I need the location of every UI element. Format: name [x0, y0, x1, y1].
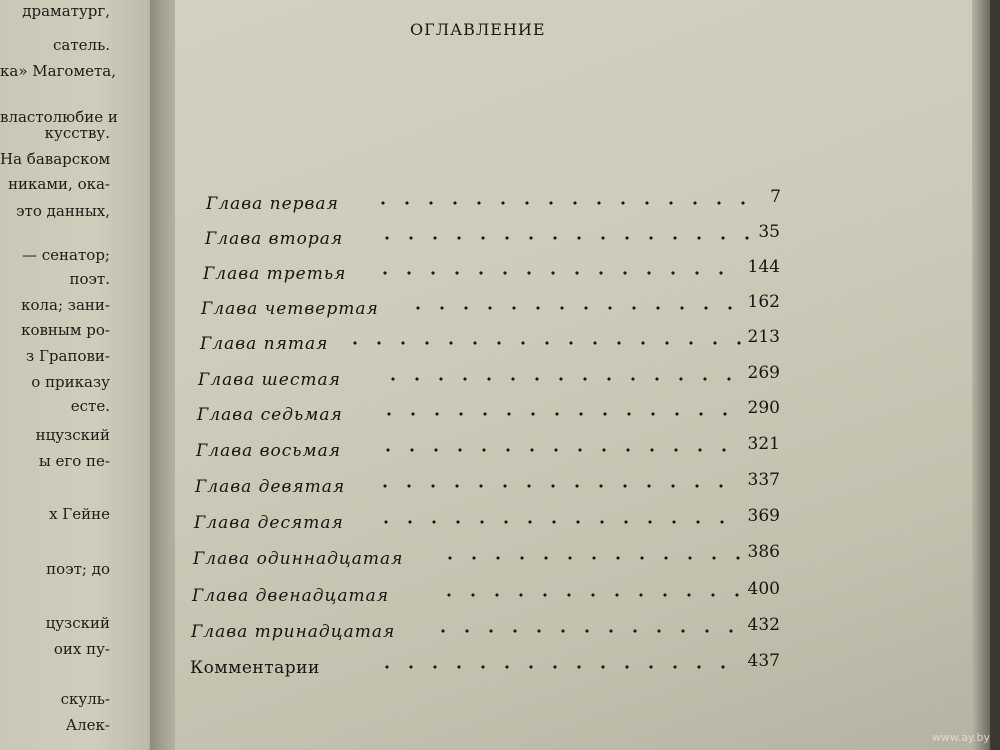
- leader-dots: [437, 593, 741, 597]
- left-page-line: На баварском: [0, 150, 111, 168]
- left-page-line: Алек-: [65, 716, 110, 734]
- toc-entry-label: Комментарии: [190, 658, 320, 678]
- leader-dots: [438, 556, 741, 560]
- left-page-line: драматург,: [22, 2, 110, 20]
- left-page-line: о приказу: [31, 373, 110, 391]
- left-page-line: кусству.: [44, 124, 110, 142]
- left-page-line: скуль-: [60, 690, 110, 708]
- toc-entry-page: 400: [747, 579, 780, 599]
- toc-entry-page: 162: [747, 292, 780, 312]
- left-page-line: поэт; до: [46, 560, 110, 578]
- left-page-line: ка» Магомета,: [0, 62, 117, 80]
- left-page-line: властолюбие и: [0, 108, 118, 126]
- leader-dots: [376, 448, 741, 452]
- toc-entry-label: Глава одиннадцатая: [193, 549, 404, 569]
- left-page-line: ковным ро-: [21, 321, 110, 339]
- toc-entry-label: Глава третья: [203, 264, 347, 284]
- left-page-line: никами, ока-: [8, 175, 110, 193]
- site-watermark: www.ay.by: [931, 731, 990, 744]
- left-page-line: х Гейне: [49, 505, 110, 523]
- toc-entry-label: Глава девятая: [195, 477, 346, 497]
- toc-entry-page: 337: [747, 470, 780, 490]
- toc-entry-label: Глава двенадцатая: [192, 586, 389, 606]
- previous-page: [0, 0, 160, 750]
- left-page-line: это данных,: [16, 202, 110, 220]
- leader-dots: [406, 306, 741, 310]
- leader-dots: [381, 377, 741, 381]
- leader-dots: [375, 236, 751, 240]
- toc-entry-page: 35: [758, 222, 780, 242]
- toc-entry-label: Глава шестая: [198, 370, 341, 390]
- toc-entry-label: Глава четвертая: [201, 299, 379, 319]
- leader-dots: [375, 665, 741, 669]
- left-page-line: з Грапови-: [26, 347, 110, 365]
- left-page-line: есте.: [70, 397, 110, 415]
- left-page-line: поэт.: [69, 270, 110, 288]
- toc-entry-label: Глава первая: [206, 194, 339, 214]
- toc-entry-page: 386: [747, 542, 780, 562]
- toc-entry-page: 213: [747, 327, 780, 347]
- toc-entry-page: 369: [747, 506, 780, 526]
- toc-entry-label: Глава тринадцатая: [191, 622, 396, 642]
- leader-dots: [431, 629, 741, 633]
- toc-entry-page: 437: [747, 651, 780, 671]
- left-page-line: нцузский: [35, 426, 110, 444]
- contents-title: ОГЛАВЛЕНИЕ: [410, 20, 546, 39]
- toc-entry-label: Глава седьмая: [197, 405, 343, 425]
- leader-dots: [374, 520, 741, 524]
- leader-dots: [371, 201, 763, 205]
- toc-entry-page: 7: [770, 187, 781, 207]
- toc-entry-label: Глава восьмая: [196, 441, 342, 461]
- toc-entry-label: Глава пятая: [200, 334, 329, 354]
- leader-dots: [343, 341, 741, 345]
- leader-dots: [373, 484, 741, 488]
- leader-dots: [377, 412, 741, 416]
- left-page-line: ы его пе-: [38, 452, 110, 470]
- leader-dots: [373, 271, 741, 275]
- left-page-line: сатель.: [53, 36, 110, 54]
- left-page-line: кола; зани-: [21, 296, 110, 314]
- page-edge: [972, 0, 990, 750]
- left-page-line: — сенатор;: [22, 246, 110, 264]
- left-page-line: цузский: [45, 614, 110, 632]
- toc-entry-page: 269: [747, 363, 780, 383]
- toc-entry-page: 144: [747, 257, 780, 277]
- toc-entry-label: Глава десятая: [194, 513, 344, 533]
- toc-entry-page: 290: [747, 398, 780, 418]
- left-page-line: оих пу-: [53, 640, 110, 658]
- toc-entry-page: 321: [747, 434, 780, 454]
- toc-entry-label: Глава вторая: [205, 229, 344, 249]
- toc-entry-page: 432: [747, 615, 780, 635]
